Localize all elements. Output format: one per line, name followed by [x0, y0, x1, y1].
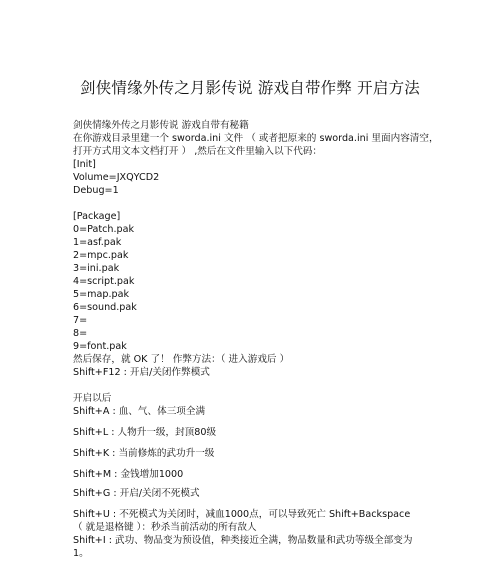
code-line: 5=map.pak — [73, 289, 130, 300]
spacer — [73, 418, 473, 426]
code-line: 6=sound.pak — [73, 302, 137, 313]
spacer — [73, 460, 473, 468]
text-line: （ 就是退格键 ）：秒杀当前活动的所有敌人 — [73, 522, 257, 533]
code-line: 3=ini.pak — [73, 263, 120, 274]
text-line: 然后保存，就 OK 了！ 作弊方法：（ 进入游戏后 ） — [73, 354, 290, 365]
code-line: Volume=JXQYCD2 — [73, 172, 160, 183]
code-line: 2=mpc.pak — [73, 250, 129, 261]
text-line: 打开方式用文本文档打开 ） ,然后在文件里输入以下代码： — [73, 146, 322, 157]
text-line: Shift+L : 人物升一级，封顶80级 — [73, 427, 217, 438]
code-line: [Init] — [73, 159, 96, 170]
document-title: 剑侠情缘外传之月影传说 游戏自带作弊 开启方法 — [80, 79, 420, 97]
text-line: 1。 — [73, 548, 89, 559]
text-line: Shift+G : 开启/关闭不死模式 — [73, 488, 200, 499]
code-line: [Package] — [73, 211, 121, 222]
blank-line — [73, 197, 473, 210]
text-line: 剑侠情缘外传之月影传说 游戏自带有秘籍 — [73, 120, 249, 131]
blank-line — [73, 379, 473, 392]
text-line: 开启以后 — [73, 393, 112, 404]
spacer — [73, 500, 473, 508]
code-line: 0=Patch.pak — [73, 224, 135, 235]
code-line: 8= — [73, 328, 88, 339]
text-line: 在你游戏目录里建一个 sworda.ini 文件 （ 或者把原来的 sworda.ini 里面内容清空， — [73, 133, 439, 144]
text-line: Shift+A : 血、气、体三项全满 — [73, 406, 206, 417]
document-body — [73, 119, 473, 560]
spacer — [73, 439, 473, 447]
text-line: Shift+U : 不死模式为关闭时，减血1000点，可以导致死亡 Shift+Backspace — [73, 509, 411, 520]
text-line: Shift+I : 武功、物品变为预设值，种类接近全满，物品数量和武功等级全部变为 — [73, 535, 413, 546]
text-line: Shift+K : 当前修炼的武功升一级 — [73, 448, 215, 459]
code-line: Debug=1 — [73, 185, 119, 196]
text-line: Shift+F12 : 开启/关闭作弊模式 — [73, 367, 210, 378]
code-line: 7= — [73, 315, 88, 326]
code-line: 1=asf.pak — [73, 237, 122, 248]
code-line: 9=font.pak — [73, 341, 127, 352]
code-line: 4=script.pak — [73, 276, 135, 287]
text-line: Shift+M : 金钱增加1000 — [73, 469, 184, 480]
